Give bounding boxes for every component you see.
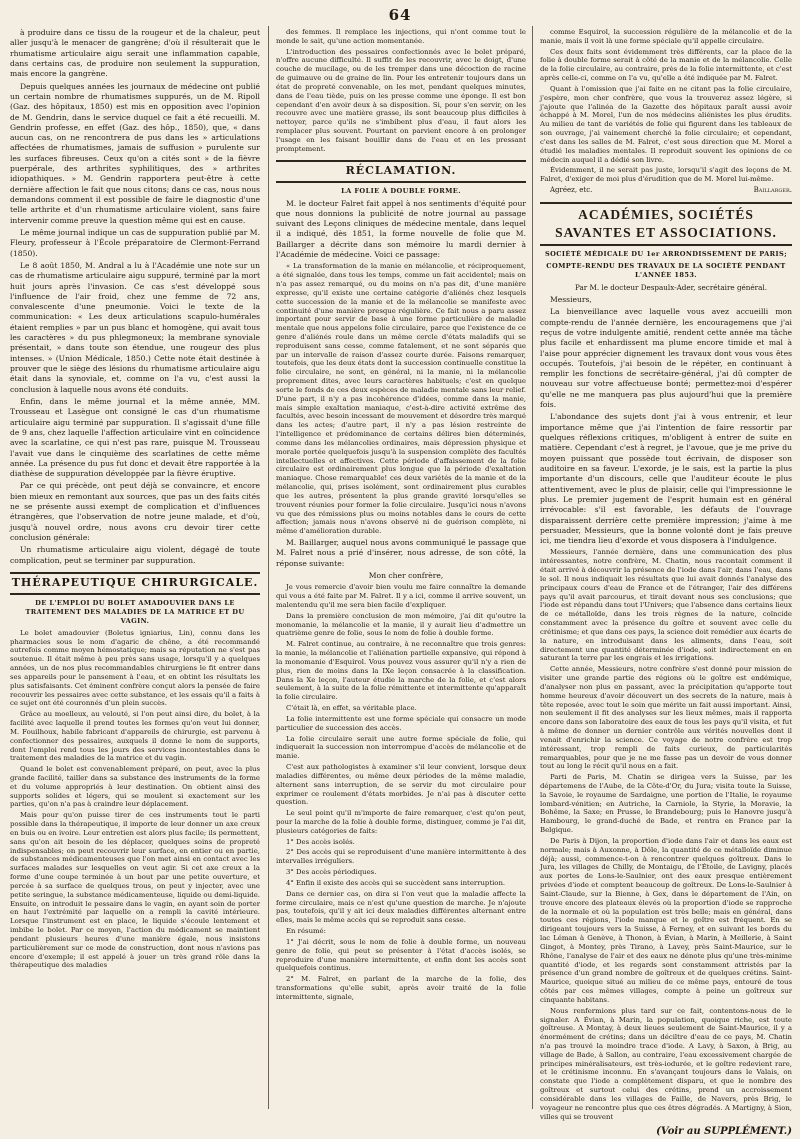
article-subtitle-2: COMPTE-RENDU DES TRAVAUX DE LA SOCIÉTÉ PENDANT L'ANNÉE 1853.	[546, 262, 786, 280]
list-item: 2° Des accès qui se reproduisent d'une manière intermittente à des intervalles irréguliers.	[276, 848, 526, 866]
list-item: 2° M. Falret, en parlant de la marche de la folie, des transformations qu'elle subit, après avoir traité de la folie intermittente, signale,	[276, 975, 526, 1001]
paragraph: M. Baillarger, auquel nous avons communiqué le passage que M. Falret nous a prié d'insérer, nous adresse, de son côté, la réponse suivante:	[276, 538, 526, 568]
section-heading-therapeutique: THÉRAPEUTIQUE CHIRURGICALE.	[10, 572, 260, 595]
letter-paragraph: En résumé:	[286, 927, 326, 936]
byline: Par M. le docteur Despaulx-Ader, secrétaire général.	[574, 283, 767, 293]
paragraph: Le bolet amadouvier (Boletus igniarius, Lin), connu dans les pharmacies sous le nom d'agaric de chêne, a été recommandé autrefois comme moyen hémostatique; mais sa réputation ne s'est pas soutenue. Il était même à peu près sans usage, lorsqu'il y a quelques années, un de nos plus recommandables chirurgiens le fit entrer dans ses appareils pour le pansement à l'eau, et en obtint les résultats les plus satisfaisants. Cet éminent confrère conçut alors la pensée de faire recouvrir les pessaires avec cette substance, et les essais qu'il a faits à ce sujet ont été couronnés d'un plein succès.	[10, 628, 260, 708]
list-item: 3° Des accès périodiques.	[286, 868, 377, 877]
paragraph: Depuis quelques années les journaux de médecine ont publié un certain nombre de rhumatismes suppurés, un de M. Ripoll (Gaz. des hôpitaux, 1850) est mis en opposition avec l'opinion de M. Gendrin, dans le service duquel ce fait a été recueilli. M. Gendrin professe, en effet (Gaz. des hôp., 1850), que, « dans aucun cas, on ne rencontrera de pus dans les » articulations affectées de rhumatismes, jamais de suffusion » purulente sur les surfaces fibreuses. Ceux qu'on a cités sont » de la fièvre puerpérale, des arthrites syphilitiques, des » arthrites idiopathiques. » M. Gendrin rapportera peut-être à cette dernière affection le fait que nous citons; dans ce cas, nous nous demandons comment il est possible de faire le diagnostic d'une telle arthrite et d'un rhumatisme articulaire violent, sans faire intervenir comme preuve la question même qui est en cause.	[10, 81, 260, 225]
paragraph: Nous renfermions plus tard sur ce fait, contentons-nous de le signaler. A Évian, à Marin, la population, quoique riche, est toute goîtreuse. A Montay, à deux lieues seulement de Saint-Maurice, il y a énormément de crétins; dans un déciltre d'eau de ce pays, M. Chatin n'a pas trouvé la moindre trace d'iode. A Lavy, à Saxon, à Brig, au village de Bade, à Sallon, au contraire, l'eau excessivement chargée de principes minéralisateurs, est très-iodurée, et le goître redevient rare, et le crétinisme inconnu. En s'avançant toujours dans le Valais, on constate que l'iode a complètement disparu, et que le nombre des goîtreux et surtout celui des crétins, prend un accroissement considérable dans les villages de Faille, de Navers, près Brig, le voyageur ne rencontre plus que ces êtres dégradés. A Martigny, à Sion, villes qui se trouvent	[540, 1006, 792, 1121]
paragraph: Quand le bolet est convenablement préparé, on peut, avec la plus grande facilité, tailler dans sa substance des instruments de la forme et du volume appropriés à leur destination. On obtient ainsi des supports solides et légers, qui se moulent si exactement sur les parties, qu'on n'a pas à craindre leur déplacement.	[10, 765, 260, 809]
paragraph: Par ce qui précède, ont peut déjà se convaincre, et encore bien mieux en remontant aux sources, que pas un des faits cités ne se présente aussi exempt de complication et d'influences étrangères, que l'observation de notre jeune malade, et d'où, jusqu'à nouvel ordre, nous avons cru devoir tirer cette conclusion générale:	[10, 481, 260, 542]
paragraph: Messieurs, l'année dernière, dans une communication des plus intéressantes, notre confrère, M. Chatin, nous racontait comment il était arrivé à découvrir la présence de l'iode dans l'air, dans l'eau, dans le sol. Il nous indiquait les résultats que lui avait donnés l'analyse des principaux cours d'eau de France et de l'étranger, l'air des différens pays qu'il avait parcourus, et tirait devant nous ses conclusions; que l'iode est répandu dans tout l'Univers; que l'absence dans certains lieux de ce métalloïde, dans les trois règnes de la nature, coïncide constamment avec la présence du goître et souvent avec celle du crétinisme; et que dans ces pays, la science doit remédier aux écarts de la nature, en introduisant dans les aliments, dans l'eau, soit directement une quantité déterminée d'iode, soit indirectement en en saturant la terre par les engrais et les irrigations.	[540, 548, 792, 663]
speech-salutation: Messieurs,	[550, 294, 592, 304]
column-2	[276, 28, 526, 1110]
list-item: 1° Des accès isolés.	[286, 837, 355, 846]
column-divider	[268, 26, 269, 1109]
paragraph: à produire dans ce tissu de la rougeur et de la chaleur, peut aller jusqu'à le menacer de gangrène; d'où il résulterait que le rhumatisme articulaire aigu serait une inflammation capable, dans certains cas, de produire non seulement la suppuration, mais encore la gangrène.	[10, 28, 260, 79]
column-3	[540, 28, 792, 1138]
continuation-note: (Voir au SUPPLÉMENT.)	[656, 1126, 792, 1138]
paragraph: Parti de Paris, M. Chatin se dirigea vers la Suisse, par les départemens de l'Aube, de la Côte-d'Or, du Jura; visita toute la Suisse, la Savoie, le royaume de Sardaigne, une portion de l'Italie, le royaume lombard-vénitien; en Autriche, la Carniole, la Styrie, la Moravie, la Bohême, la Saxe; en Prusse, le Brandebourg; puis le Hanovre jusqu'à Hambourg, le grand-duché de Bade, et rentra en France par la Belgique.	[540, 773, 792, 835]
paragraph: Un rhumatisme articulaire aigu violent, dégagé de toute complication, peut se terminer par suppuration.	[10, 545, 260, 565]
quoted-paragraph: « La transformation de la manie en mélancolie, et réciproquement, a été signalée, dans tous les temps, comme un fait accidentel; mais on n'a pas assez remarqué, ou du moins on n'a pas dit, d'une manière expresse, qu'il existe une certaine catégorie d'aliénés chez lesquels cette succession de la manie et de la mélancolie se manifeste avec continuité d'une manière presque régulière. Ce fait nous a paru assez important pour servir de base à une forme particulière de maladie mentale que nous appelons folie circulaire, parce que l'existence de ce genre d'aliénés roule dans un même cercle d'états maladifs qui se reproduisent sans cesse, comme fatalement, et ne sont séparés que par un intervalle de raison d'assez courte durée. Faisons remarquer, toutefois, que les deux états dont la succession continuelle constitue la folie circulaire, ne sont, en général, ni la manie, ni la mélancolie proprement dites, avec leurs caractères habituels; c'est en quelque sorte le fonds de ces deux espèces de maladie mentale sans leur relief. D'une part, il n'y a pas incohérence d'idées, comme dans la manie, mais simple exaltation maniaque, c'est-à-dire activité extrême des facultés, avec besoin incessant de mouvement et désordre très marqué dans les actes; d'autre part, il n'y a pas lésion restreinte de l'intelligence et prédominance de certains délires bien déterminés, comme dans les mélancolies ordinaires, mais dépression physique et morale portée quelquefois jusqu'à la suspension complète des facultés intellectuelles et affectives. Cette période d'affaissement de la folie circulaire est ordinairement plus longue que la période d'exaltation maniaque. Chose remarquable! ces deux variétés de la manie et de la mélancolie, qui, prises isolément, sont ordinairement plus curables que les autres, présentent la plus grande gravité lorsqu'elles se trouvent réunies pour former la folie circulaire. Jusqu'ici nous n'avons vu que des rémissions plus ou moins notables dans le cours de cette affection; jamais nous n'avons observé ni de guérison complète, ni même d'amélioration durable.	[276, 262, 526, 536]
paragraph: Le 8 août 1850, M. Andral a lu à l'Académie une note sur un cas de rhumatisme articulaire aigu suppuré, terminé par la mort huit jours après l'invasion. Ce cas s'est développé sous l'influence de l'air froid, chez une femme de 72 ans, convalescente d'une pneumonie. Voici le texte de la communication: « Les deux articulations scapulo-humérales étaient remplies » par un pus blanc et homogène, qui avait tous les caractères » du pus phlegmoneux; la membrane synoviale présentait, » dans toute son étendue, une rougeur des plus intenses. » (Union Médicale, 1850.) Cette note était destinée à prouver que le siège des lésions du rhumatisme articulaire aigu était dans la synoviale, et, comme on l'a vu, c'est aussi la conclusion à laquelle nous avons été conduits.	[10, 260, 260, 394]
letter-paragraph: Quant à l'omission que j'ai faite en ne citant pas la folie circulaire, j'espère, mon cher confrère, que vous la trouverez assez légère, si j'ajoute que l'alinéa de la Gazette des hôpitaux paraît aussi avoir échappé à M. Morel, l'un de nos médecins aliénistes les plus érudits. Au milieu de tant de variétés de folie qui figurent dans les tableaux de son ouvrage, j'ai vainement cherché la folie circulaire; et cependant, c'est dans les salles de M. Falret, c'est sous direction que M. Morel a étudié les maladies mentales. Il reproduit souvent les opinions de ce médecin auquel il a dédié son livre.	[540, 84, 792, 164]
list-item: 1° J'ai décrit, sous le nom de folie à double forme, un nouveau genre de folie, qui peut se présenter à l'état d'accès isolés, se reproduire d'une manière intermittente, et enfin dont les accès sont quelquefois continus.	[276, 937, 526, 973]
paragraph: M. le docteur Falret fait appel à nos sentiments d'équité pour que nous donnions la publicité de notre journal au passage suivant des Leçons cliniques de médecine mentale, dans lequel il a indiqué, dès 1851, la forme nouvelle de folie que M. Baillarger a décrite dans son mémoire lu mardi dernier à l'Académie de médecine. Voici ce passage:	[276, 198, 526, 260]
paragraph: Enfin, dans le même journal et la même année, MM. Trousseau et Lasègue ont consigné le cas d'un rhumatisme articulaire aigu terminé par suppuration. Il s'agissait d'une fille de 9 ans, chez laquelle l'affection articulaire vint en coïncidence avec la scarlatine, ce qui n'est pas rare, puisque M. Trousseau l'avait vue dans le cinquième des scarlatines de cette même année. La présence du pus fut donc et devait être rapportée à la diathèse de suppuration développée par la fièvre éruptive.	[10, 396, 260, 479]
letter-signoff: Agréez, etc.	[550, 186, 593, 195]
letter-paragraph: La folie circulaire serait une autre forme spéciale de folie, qui indiquerait la succession non interrompue d'accès de mélancolie et de manie.	[276, 734, 526, 761]
letter-paragraph: C'était là, en effet, sa véritable place.	[286, 704, 417, 713]
article-subtitle: LA FOLIE À DOUBLE FORME.	[341, 186, 461, 195]
article-subtitle: SOCIÉTÉ MÉDICALE DU 1er ARRONDISSEMENT DE PARIS;	[544, 250, 788, 259]
paragraph: Cette année, Messieurs, notre confrère s'est donné pour mission de visiter une grande partie des régions où le goître est endémique, d'analyser non plus en passant, avec la précipitation qu'apporte tout homme heureux d'avoir découvert un des secrets de la nature, mais à tête reposée, avec tout le soin que mérite un fait aussi important. Ainsi, non seulement il fit des analyses sur les lieux mêmes, mais il rapporta encore dans son laboratoire des eaux de tous les pays qu'il visita, et fut à même de donner un dernier contrôle aux vérités nouvelles dont il venait d'enrichir la science. Ce voyage de notre confrère est trop intéressant, trop rempli de faits curieux, de particularités remarquables, pour que je ne me fasse pas un devoir de vous donner tout au long le récit qu'il nous en a fait.	[540, 665, 792, 771]
letter-paragraph: La folie intermittente est une forme spéciale qui consacre un mode particulier de succession des accès.	[276, 714, 526, 732]
list-item: 4° Enfin il existe des accès qui se succèdent sans interruption.	[286, 878, 506, 887]
letter-paragraph: Le seul point qu'il m'importe de faire remarquer, c'est qu'on peut, pour la marche de la folie à double forme, distinguer, comme je l'ai dit, plusieurs catégories de faits:	[276, 809, 526, 835]
paragraph: L'abondance des sujets dont j'ai à vous entrenir, et leur importance même que j'ai l'intention de faire ressortir par quelques réflexions critiques, m'obligent à entrer de suite en matière. Cependant c'est à regret, je l'avoue, que je me prive du moyen puissant que possède tout écrivain, de disposer son auditoire en sa faveur. L'exorde, je le sais, est la partie la plus importante d'un discours, celle que l'auditeur écoute le plus attentivement, avec le plus de plaisir, celle qui l'impressionne le plus. Le premier jugement de l'esprit humain est en général irrévocable: s'il est favorable, les défauts de l'ouvrage disparaissent derrière cette première impression; j'aime à me persuader, Messieurs, que la bonne volonté dont je fais preuve ici, me tiendra lieu d'exorde et vous disposera à l'indulgence.	[540, 412, 792, 546]
paragraph: Grâce au moelleux, au velouté, si l'on peut ainsi dire, du bolet, à la facilité avec laquelle il prend toutes les formes qu'on veut lui donner, M. Fouilhoux, habile fabricant d'appareils de chirurgie, est parvenu à confectionner des pessaires, auxquels il donne le nom de supports, dont l'emploi rend tous les jours des services incontestables dans le traitement des maladies de la matrice et du vagin.	[10, 710, 260, 763]
letter-signature-line	[540, 186, 792, 196]
page-number: 64	[388, 6, 412, 24]
letter-paragraph: comme Esquirol, la succession régulière de la mélancolie et de la manie, mais il voit là une forme spéciale qu'il appelle circulaire.	[540, 28, 792, 45]
paragraph: L'introduction des pessaires confectionnés avec le bolet préparé, n'offre aucune difficulté. Il suffit de les recouvrir, avec le doigt, d'une couche de mucilage, ou de les tremper dans une décoction de racine de guimauve ou de graine de lin. Pour les entretenir toujours dans un état de propreté convenable, on les met, pendant quelques minutes, dans de l'eau tiède, puis on les presse comme une éponge. Il est bon cependant d'en avoir deux à sa disposition. Si, pour s'en servir, on les recouvre avec une matière grasse, ils sont beaucoup plus difficiles à nettoyer, parce qu'ils ne s'imbibent plus d'eau, il faut alors les remplacer plus souvent. Pourtant on parvient encore à en prolonger l'usage en les faisant bouillir dans de l'eau et en les pressant promptement.	[276, 47, 526, 153]
letter-paragraph: C'est aux pathologistes à examiner s'il leur convient, lorsque deux maladies différentes, ou même deux périodes de la même maladie, alternent sans interruption, de se servir du mot circulaire pour exprimer ce roulement d'états morbides. Je n'ai pas à discuter cette question.	[276, 763, 526, 807]
column-divider	[532, 26, 533, 1109]
section-heading-reclamation: RÉCLAMATION.	[276, 160, 526, 183]
letter-paragraph: Dans ce dernier cas, on dira si l'on veut que la maladie affecte la forme circulaire, mais ce n'est qu'une question de marche. Je n'ajoute pas, toutefois, qu'il y ait ici deux maladies différentes alternant entre elles, mais le même accès qui se reproduit sans cesse.	[276, 889, 526, 925]
paragraph: Mais pour qu'on puisse tirer de ces instruments tout le parti possible dans la thérapeutique, il importe de leur donner un axe creux en buis ou en ivoire. Leur entretien est alors plus facile; ils permettent, sans qu'on ait besoin de les déplacer, quelques soins de propreté indispensables; on peut recouvrir leur surface, en entier ou en partie, de substances médicamenteuses que l'on met ainsi en contact avec les surfaces malades sur lesquelles on veut agir. Si cet axe creux a la forme d'une coupe terminée à un bout par une petite ouverture, et percée à sa surface de quelques trous, on peut y injecter, avec une petite seringue, la substance médicamenteuse, liquide ou demi-liquide. Ensuite, on introduit le pessaire dans le vagin, en ayant soin de porter en haut l'extrémité par laquelle on a rempli la cavité intérieure. Lorsque l'instrument est en place, le liquide s'écoule lentement et imbibe le bolet. Par ce moyen, l'action du médicament se maintient pendant plusieurs heures d'une manière égale, nous insistons particulièrement sur ce mode de construction, dont nous n'avions pas encore d'exemple; il est appelé à jouer un très grand rôle dans la thérapeutique des maladies	[10, 811, 260, 970]
section-heading-academies: ACADÉMIES, SOCIÉTÉS SAVANTES ET ASSOCIATIONS.	[540, 202, 792, 247]
letter-paragraph: Ces deux faits sont évidemment très différents, car la place de la folie à double forme serait à côté de la manie et de la mélancolie. Celle de la folie circulaire, au contraire, près de la folie intermittente, et c'est après celle-ci, comme on l'a vu, qu'elle a été indiquée par M. Falret.	[540, 47, 792, 83]
letter-salutation: Mon cher confrère,	[368, 570, 444, 580]
paragraph: des femmes. Il remplace les injections, qui n'ont comme tout le monde le sait, qu'une action momentanée.	[276, 28, 526, 45]
letter-paragraph: M. Falret continue, au contraire, à ne reconnaître que trois genres: la manie, la mélancolie et l'aliénation partielle expansive, qui répond à la monomanie d'Esquirol. Vous pouvez vous assurer qu'il n'y a rien de plus, rien de moins dans la IXe leçon consacrée à la classification. Dans la Xe leçon, l'auteur étudie la marche de la folie, et c'est alors seulement, à la suite de la folie rémittente et intermittente qu'apparaît la folie circulaire.	[276, 640, 526, 702]
paragraph: La bienveillance avec laquelle vous avez accueilli mon compte-rendu de l'année dernière, les encouragemens que j'ai reçus de votre indulgente amitié, rendent cette année ma tâche plus facile et enhardissent ma plume encore timide et mal à l'aise pour apprécier dignement les travaux dont vous vous êtes occupés. Toutefois, j'ai besoin de le répéter, en continuant à remplir les fonctions de secrétaire-général, j'ai dû compter de nouveau sur votre affectueuse bonté; permettez-moi d'espérer qu'elle ne me manquera pas plus aujourd'hui que la première fois.	[540, 307, 792, 410]
paragraph: Le même journal indique un cas de suppuration publié par M. Fleury, professeur à l'École préparatoire de Clermont-Ferrand (1850).	[10, 227, 260, 258]
article-subtitle: DE L'EMPLOI DU BOLET AMADOUVIER DANS LE TRAITEMENT DES MALADIES DE LA MATRICE ET DU VAGIN.	[25, 598, 245, 625]
letter-paragraph: Je vous remercie d'avoir bien voulu me faire connaître la demande qui vous a été faite par M. Falret. Il y a ici, comme il arrive souvent, un malentendu qu'il me sera bien facile d'expliquer.	[276, 583, 526, 609]
paragraph: De Paris à Dijon, la proportion d'iode dans l'air et dans les eaux est normale; mais à Auxonne, à Dôle, la quantité de ce métalloïde diminue déjà; aussi, commence-t-on à rencontrer quelques goîtreux. Dans le Jura, les villages de Chilly, de Montaigu, de l'Étoile, de Lavigny, placés aux portes de Lons-le-Saulnier, ont des eaux presque entièrement privées d'iode et comptent beaucoup de goîtreux. De Lons-le-Saulnier à Saint-Claude, sur la Bienne, à Gex, dans le département de l'Ain, on trouve encore des plateaux élevés où la proportion d'iode se rapproche de la normale et où la population est très belle; mais en général, dans toutes ces régions, l'iode manque et le goître est fréquent. En se dirigeant toujours vers la Suisse, à Ferney, et en suivant les bords du lac Léman à Genève, à Thonon, à Évian, à Marin, à Meillerie, à Saint Gingot, à Montey, près Tirano, à Lavey, près Saint-Maurice, sur le Rhône, l'analyse de l'air et des eaux ne dénote plus qu'une très-minime quantité d'iode, et les regards sont constamment attristés par la présence d'un grand nombre de goîtreux et de quelques crétins. Saint-Maurice, quoique situé au milieu de ce même pays, entouré de tous côtés par ces mêmes villages, compte à peine un goîtreux sur cinquante habitans.	[540, 836, 792, 1004]
letter-paragraph: Dans la première conclusion de mon mémoire, j'ai dit qu'outre la monomanie, la mélancolie et la manie, il y aurait lieu d'admettre un quatrième genre de folie, sous le nom de folie à double forme.	[276, 611, 526, 638]
column-1	[10, 28, 260, 1110]
letter-signer: Baillarger.	[753, 186, 792, 195]
letter-paragraph: Évidemment, il ne serait pas juste, lorsqu'il s'agit des leçons de M. Falret, d'exiger de moi plus d'érudition que de M. Morel lui-même.	[540, 166, 792, 184]
